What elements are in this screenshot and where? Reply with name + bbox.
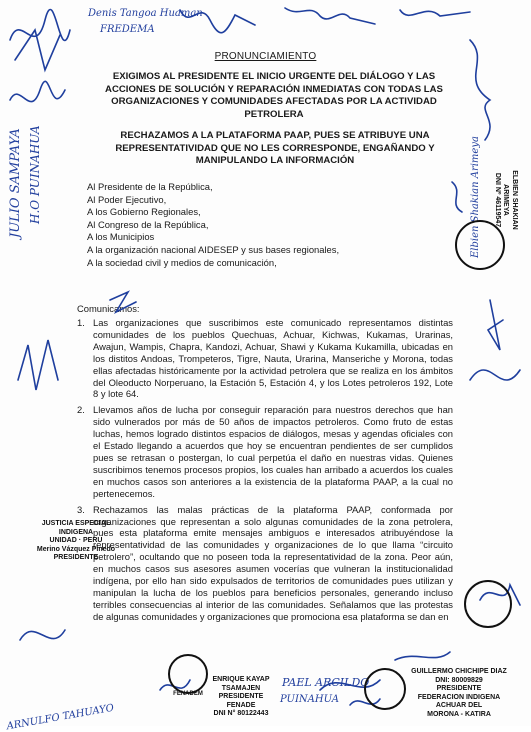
round-seal	[364, 668, 406, 710]
stamp-line: JUSTICIA ESPECIAL INDIGENA	[41, 520, 111, 536]
stamp-line: FEDERACION INDIGENA ACHUAR DEL	[417, 693, 501, 709]
round-seal	[464, 580, 512, 628]
round-seal	[168, 654, 208, 694]
round-seal	[455, 220, 505, 270]
signature-name-bottom-left: ARNULFO TAHUAYO	[5, 702, 115, 732]
addressee-line: A la organización nacional AIDESEP y sus bases regionales,	[87, 243, 340, 255]
signature-org-left: H.O PUINAHUA	[28, 125, 42, 224]
addressee-line: Al Congreso de la República,	[87, 218, 209, 230]
stamp-line: UNIDAD · PERU	[49, 537, 103, 544]
stamp-line: DNI Nº 46119547	[494, 172, 501, 228]
signature-name-right: Elbien Shakian Arimeya	[470, 136, 481, 258]
stamp-line: ENRIQUE KAYAP TSAMAJEN	[212, 676, 270, 692]
stamp-line: DNI: 80009829	[435, 676, 483, 684]
signature-name-bottom-center: PAEL ARCILDO	[282, 676, 370, 689]
document-title: PRONUNCIAMIENTO	[214, 51, 317, 62]
item-number: 2.	[77, 404, 85, 416]
stamp-guillermo-chichipe	[405, 668, 513, 719]
addressee-line: A la sociedad civil y medios de comunicación,	[87, 256, 277, 268]
addressee-line: Al Presidente de la República,	[87, 181, 213, 192]
signature-org-bottom-center: PUINAHUA	[280, 694, 339, 705]
signature-name-top-left: Denis Tangoa Huaman	[88, 8, 203, 19]
stamp-fenadem-label: FENADEM	[173, 691, 203, 697]
item-text: Llevamos años de lucha por conseguir reparación para nuestros derechos que han sido vulnerados por más de 50 años de impactos petroleros. Como fruto de estas luchas, hemos logrado distintos espacios de diálogos, mesas y agendas oficiales con el Estado llegando a acuerdos que hoy se encuentran pendientes de ser cumplidos pues se retrasan o postergan, lo cual perpetúa el daño en nuestras vidas. Quienes suscribimos tenemos procesos propios, los cuales han arribado a acuerdos los cuales en muchos casos son anteriores a la existencia de la plataforma PAAP, a la cual no pertenecemos.	[93, 404, 453, 499]
item-text: Rechazamos las malas prácticas de la plataforma PAAP, conformada por organizaciones que representan a solo algunas comunidades de la zona petrolera, pues esta plataforma emite mensajes ambiguos e interesados atribuyéndose la representatividad de las comunidades y organizaciones de lo que llama “circuito petrolero”, ocultando que no poseen toda la representatividad de la zona. Peor aún, en muchos casos sus asesores asumen vocerías que vulneran la institucionalidad indígena, por ello han sido expulsados de territorios de comunidades pues utilizan y manipulan la lucha de los pueblos para beneficios personales, generando incluso terribles consecuencias al interior de las comunidades. Señalamos que las protestas de algunas comunidades y organizaciones que promociona esa plataforma se dan en	[93, 503, 453, 622]
addressee-line: Al Poder Ejecutivo,	[87, 193, 167, 205]
addressee-line: A los Municipios	[87, 231, 155, 243]
stamp-line: PRESIDENTE FENADE	[218, 693, 264, 709]
stamp-elbien-shakian	[493, 170, 519, 230]
stamp-line: GUILLERMO CHICHIPE DIAZ	[411, 668, 507, 675]
heading-demand: EXIGIMOS AL PRESIDENTE EL INICIO URGENTE DEL DIÁLOGO Y LAS ACCIONES DE SOLUCIÓN Y REPARACIÓN INMEDIATAS CON TODAS LAS ORGANIZACIONES Y COMUNIDADES AFECTADAS POR LA ACTIVIDAD PETROLERA	[105, 71, 443, 120]
stamp-line: DNI N° 80122443	[213, 710, 269, 717]
signature-name-left: JULIO SAMPAYA	[8, 128, 23, 238]
communicate-label: Comunicamos:	[77, 303, 140, 314]
item-text: Las organizaciones que suscribimos este comunicado representamos distintas comunidades de los pueblos Quechuas, Achuar, Kichwas, Kukamas, Urarinas, Awajun, Wampis, Chapra, Kandozi, Achuar, Shawi y Kukama Kukamilla, ubicadas en los distitos Andoas, Trompeteros, Tigre, Nauta, Urarina, Manseriche y Morona, todas ellas afectadas históricamente por la actividad petrolera que se realiza en los ámbitos del Oleoducto Norperuano, la Estación 5, Estación 4, y los Lotes petroleros 192, Lote 8 y lote 64.	[93, 317, 453, 400]
addressee-line: A los Gobierno Regionales,	[87, 206, 201, 218]
stamp-line: ELBIEN SHAKIAN ARIMEYA	[502, 170, 518, 230]
heading-rejection: RECHAZAMOS A LA PLATAFORMA PAAP, PUES SE ATRIBUYE UNA REPRESENTATIVIDAD QUE NO LES CORRESPONDE, ENGAÑANDO Y MANIPULANDO LA INFORMACIÓN	[115, 130, 435, 167]
signature-org-top-left: FREDEMA	[100, 24, 155, 35]
item-number: 1.	[77, 317, 85, 328]
stamp-enrique-kayap	[205, 676, 277, 719]
stamp-justicia	[26, 520, 126, 563]
stamp-line: MORONA - KATIRA	[427, 710, 491, 718]
item-number: 3.	[77, 503, 85, 515]
stamp-line: PRESIDENTE	[436, 685, 482, 692]
stamp-line: Merino Vázquez Pinedo	[36, 545, 116, 553]
stamp-line: PRESIDENTE	[53, 554, 99, 561]
